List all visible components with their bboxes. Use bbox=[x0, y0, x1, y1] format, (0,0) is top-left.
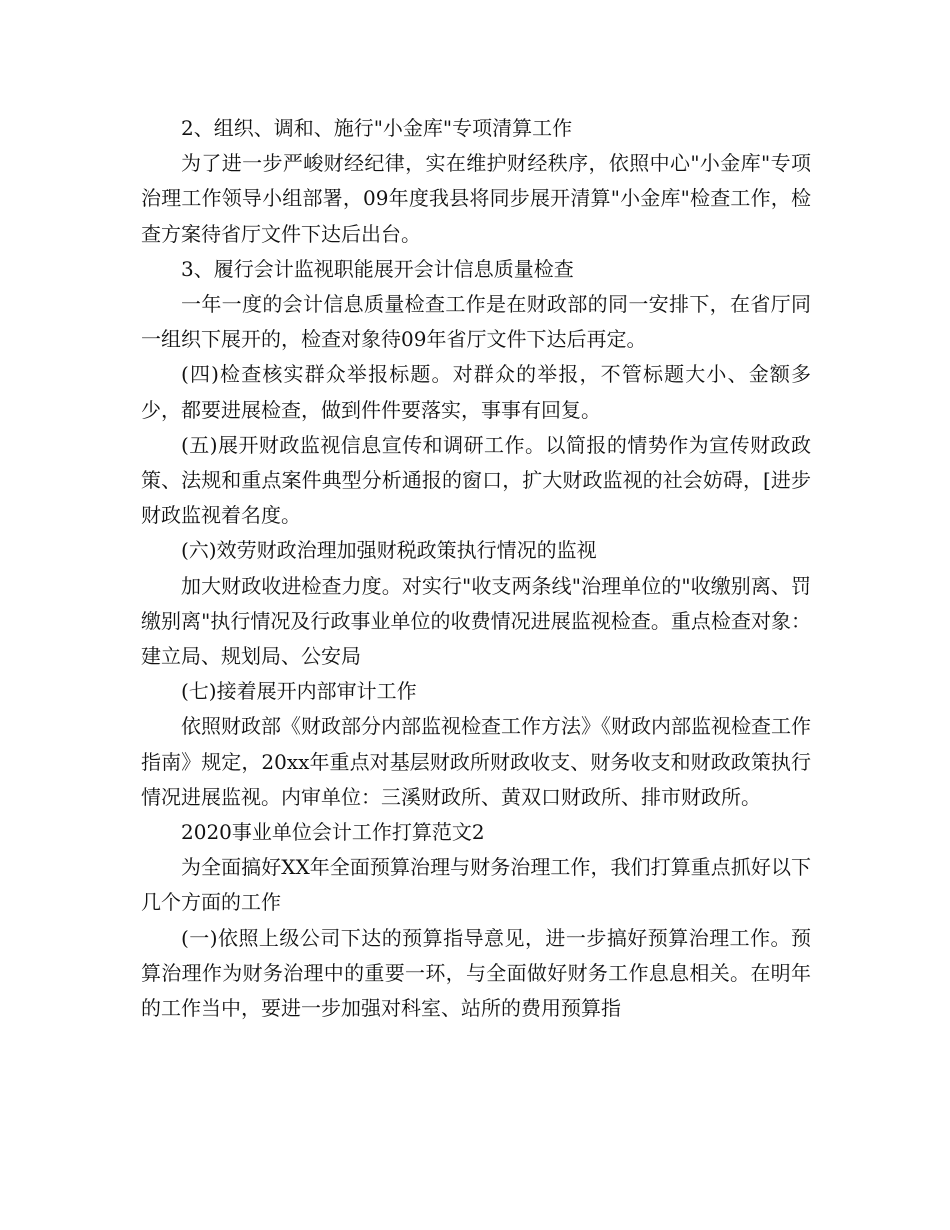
paragraph-small-treasury-cleanup: 为了进一步严峻财经纪律，实在维护财经秩序，依照中心"小金库"专项治理工作领导小组部署，09年度我县将同步展开清算"小金库"检查工作，检查方案待省厅文件下达后出台。 bbox=[141, 151, 811, 246]
paragraph-public-reports: (四)检查核实群众举报标题。对群众的举报，不管标题大小、金额多少，都要进展检查，做到件件要落实，事事有回复。 bbox=[141, 362, 811, 422]
section-heading-tax-policy-oversight: (六)效劳财政治理加强财税政策执行情况的监视 bbox=[181, 538, 597, 563]
paragraph-accounting-info-check: 一年一度的会计信息质量检查工作是在财政部的同一安排下，在省厅同一组织下展开的，检查对象待09年省厅文件下达后再定。 bbox=[141, 292, 811, 352]
paragraph-publicity-research: (五)展开财政监视信息宣传和调研工作。以简报的情势作为宣传财政政策、法规和重点案件典型分析通报的窗口，扩大财政监视的社会妨碍，[进步财政监视着名度。 bbox=[141, 432, 811, 528]
section-heading-accounting-info-check: 3、履行会计监视职能展开会计信息质量检查 bbox=[181, 256, 574, 281]
document-body bbox=[141, 111, 811, 1026]
document-subtitle-sample-2: 2020事业单位会计工作打算范文2 bbox=[181, 820, 485, 845]
paragraph-budget-management: (一)依照上级公司下达的预算指导意见，进一步搞好预算治理工作。预算治理作为财务治理中的重要一环，与全面做好财务工作息息相关。在明年的工作当中，要进一步加强对科室、站所的费用预算指 bbox=[141, 925, 811, 1021]
paragraph-internal-audit: 依照财政部《财政部分内部监视检查工作方法》《财政内部监视检查工作指南》规定，20xx年重点对基层财政所财政收支、财务收支和财政政策执行情况进展监视。内审单位：三溪财政所、黄双口财政所、排市财政所。 bbox=[141, 714, 811, 809]
section-heading-internal-audit: (七)接着展开内部审计工作 bbox=[181, 679, 417, 704]
paragraph-revenue-inspection: 加大财政收进检查力度。对实行"收支两条线"治理单位的"收缴别离、罚缴别离"执行情况及行政事业单位的收费情况进展监视检查。重点检查对象：建立局、规划局、公安局 bbox=[141, 573, 811, 669]
section-heading-small-treasury: 2、组织、调和、施行"小金库"专项清算工作 bbox=[181, 116, 573, 140]
paragraph-budget-intro: 为全面搞好XX年全面预算治理与财务治理工作，我们打算重点抓好以下几个方面的工作 bbox=[141, 855, 811, 915]
